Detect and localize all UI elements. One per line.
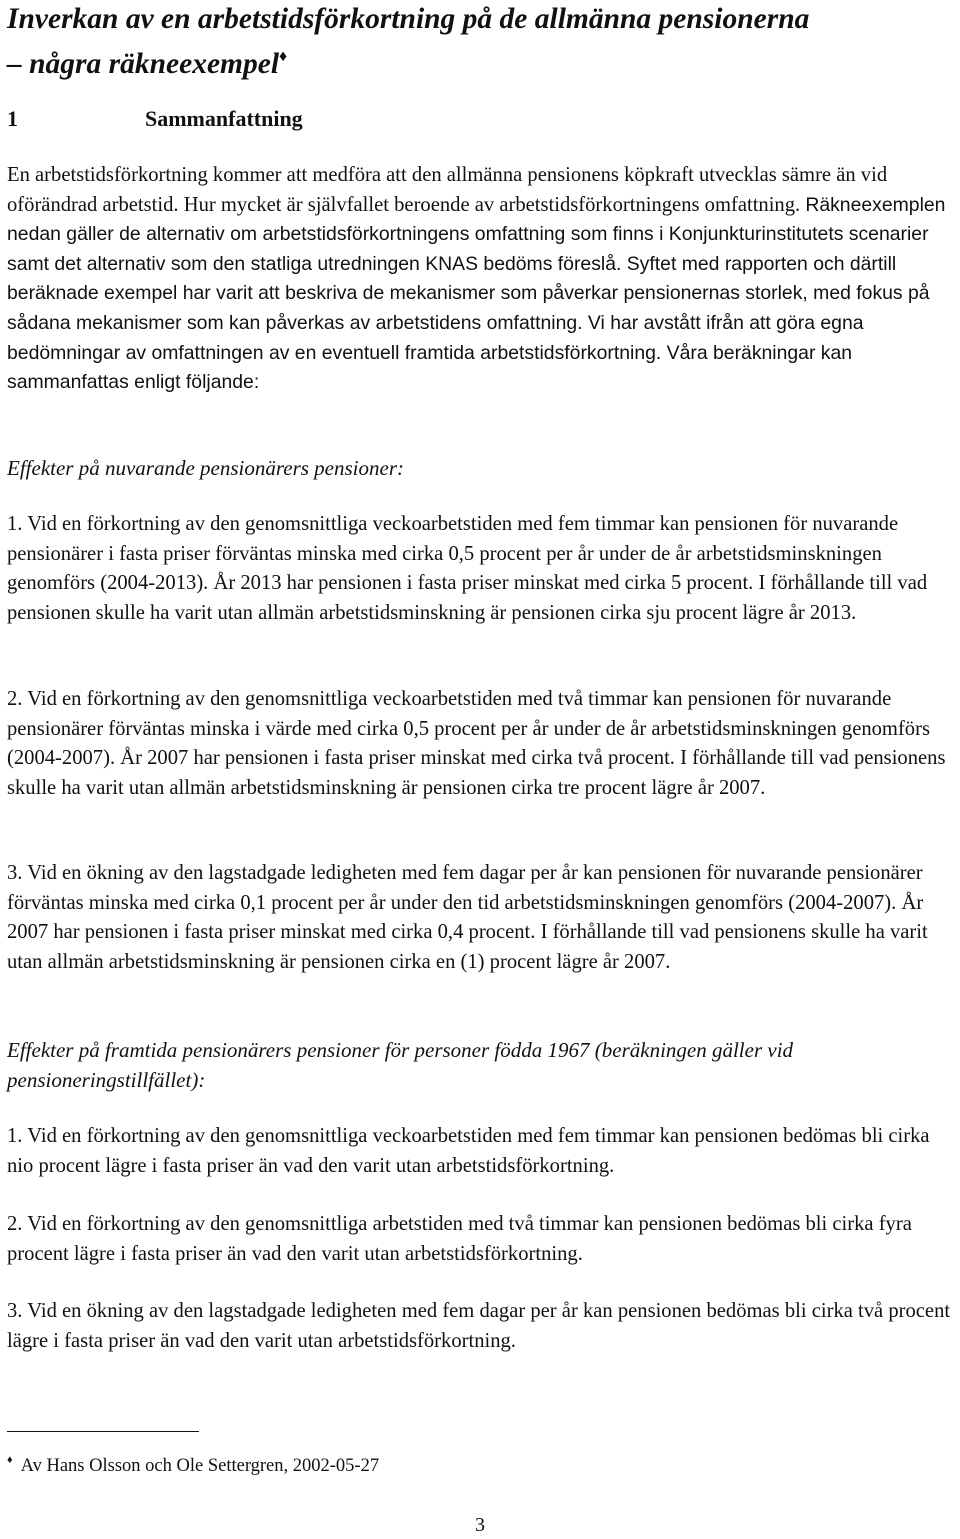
future-pensioners-item-3: 3. Vid en ökning av den lagstadgade ledigheten med fem dagar per år kan pensionen bedömas bli cirka två procent lägre i fasta priser än vad den varit utan arbetstidsförkortning.: [7, 1300, 951, 1352]
title-footnote-mark: ♦: [279, 48, 288, 65]
title-line-1: Inverkan av en arbetstidsförkortning på de allmänna pensionerna: [7, 3, 810, 35]
footnote-mark: ♦: [7, 1454, 13, 1466]
current-pensioners-item-1: 1. Vid en förkortning av den genomsnittliga veckoarbetstiden med fem timmar kan pensionen för nuvarande pensionärer i fasta priser förväntas minska med cirka 0,5 procent per år under de år arbetstidsminskningen genomförs (2004-2013). År 2013 har pensionen i fasta priser minskat med cirka 5 procent. I förhållande till vad pensionen skulle ha varit utan allmän arbetstidsminskning är pensionen cirka sju procent lägre år 2013.: [7, 513, 928, 624]
title-line-2-text: – några räkneexempel: [7, 48, 280, 80]
section-title: Sammanfattning: [145, 106, 303, 131]
current-pensioners-item-3: 3. Vid en ökning av den lagstadgade ledigheten med fem dagar per år kan pensionen för nuvarande pensionärer förväntas minska med cirka 0,1 procent per år under den tid arbetstidsminskningen genomförs (2004-2007). År 2007 har pensionen i fasta priser minskat med cirka 0,4 procent. I förhållande till vad pensionens skulle ha varit utan allmän arbetstidsminskning är pensionen cirka en (1) procent lägre år 2007.: [7, 862, 928, 973]
subheading-future-pensioners: Effekter på framtida pensionärers pensioner för personer födda 1967 (beräkningen gäller vid pensioneringstillfället):: [7, 1038, 794, 1092]
footnote-text: Av Hans Olsson och Ole Settergren, 2002-05-27: [20, 1456, 380, 1476]
document-page: [7, 0, 957, 1352]
future-pensioners-item-2: 2. Vid en förkortning av den genomsnittliga arbetstiden med två timmar kan pensionen bedömas bli cirka fyra procent lägre i fasta priser än vad den varit utan arbetstidsförkortning.: [7, 1213, 912, 1265]
page-number: 3: [475, 1514, 485, 1536]
document-title: [7, 0, 957, 83]
section-heading: [7, 104, 303, 134]
subheading-current-pensioners: Effekter på nuvarande pensionärers pensioner:: [7, 456, 404, 480]
current-pensioners-item-2: 2. Vid en förkortning av den genomsnittliga veckoarbetstiden med två timmar kan pensionen för nuvarande pensionärer förväntas minska i värde med cirka 0,5 procent per år under de år arbetstidsminskningen genomförs (2004-2007). År 2007 har pensionen i fasta priser minskat med cirka två procent. I förhållande till vad pensionens skulle ha varit utan allmän arbetstidsminskning är pensionen cirka tre procent lägre år 2007.: [7, 688, 946, 799]
intro-paragraph-part-2: Räkneexemplen nedan gäller de alternativ om arbetstidsförkortningens omfattning som finns i Konjunkturinstitutets scenarier samt det alternativ som den statliga utredningen KNAS bedöms föreslå. Syftet med rapporten och därtill beräknade exempel har varit att beskriva de mekanismer som påverkar pensionernas storlek, med fokus på sådana mekanismer som kan påverkas av arbetstidens omfattning. Vi har avstått ifrån att göra egna bedömningar av omfattningen av en eventuell framtida arbetstidsförkortning. Våra beräkningar kan sammanfattas enligt följande:: [7, 193, 946, 394]
footnote: [7, 1447, 379, 1479]
intro-paragraph-part-1: En arbetstidsförkortning kommer att medföra att den allmänna pensionens köpkraft utvecklas sämre än vid oförändrad arbetstid. Hur mycket är självfallet beroende av arbetstidsförkortningens omfattning.: [7, 164, 888, 216]
future-pensioners-item-1: 1. Vid en förkortning av den genomsnittliga veckoarbetstiden med fem timmar kan pensionen bedömas bli cirka nio procent lägre i fasta priser än vad den varit utan arbetstidsförkortning.: [7, 1125, 930, 1177]
section-number: 1: [7, 106, 18, 131]
title-line-2: [7, 38, 957, 83]
footnote-separator: [7, 1431, 199, 1432]
intro-paragraph: [7, 161, 957, 398]
